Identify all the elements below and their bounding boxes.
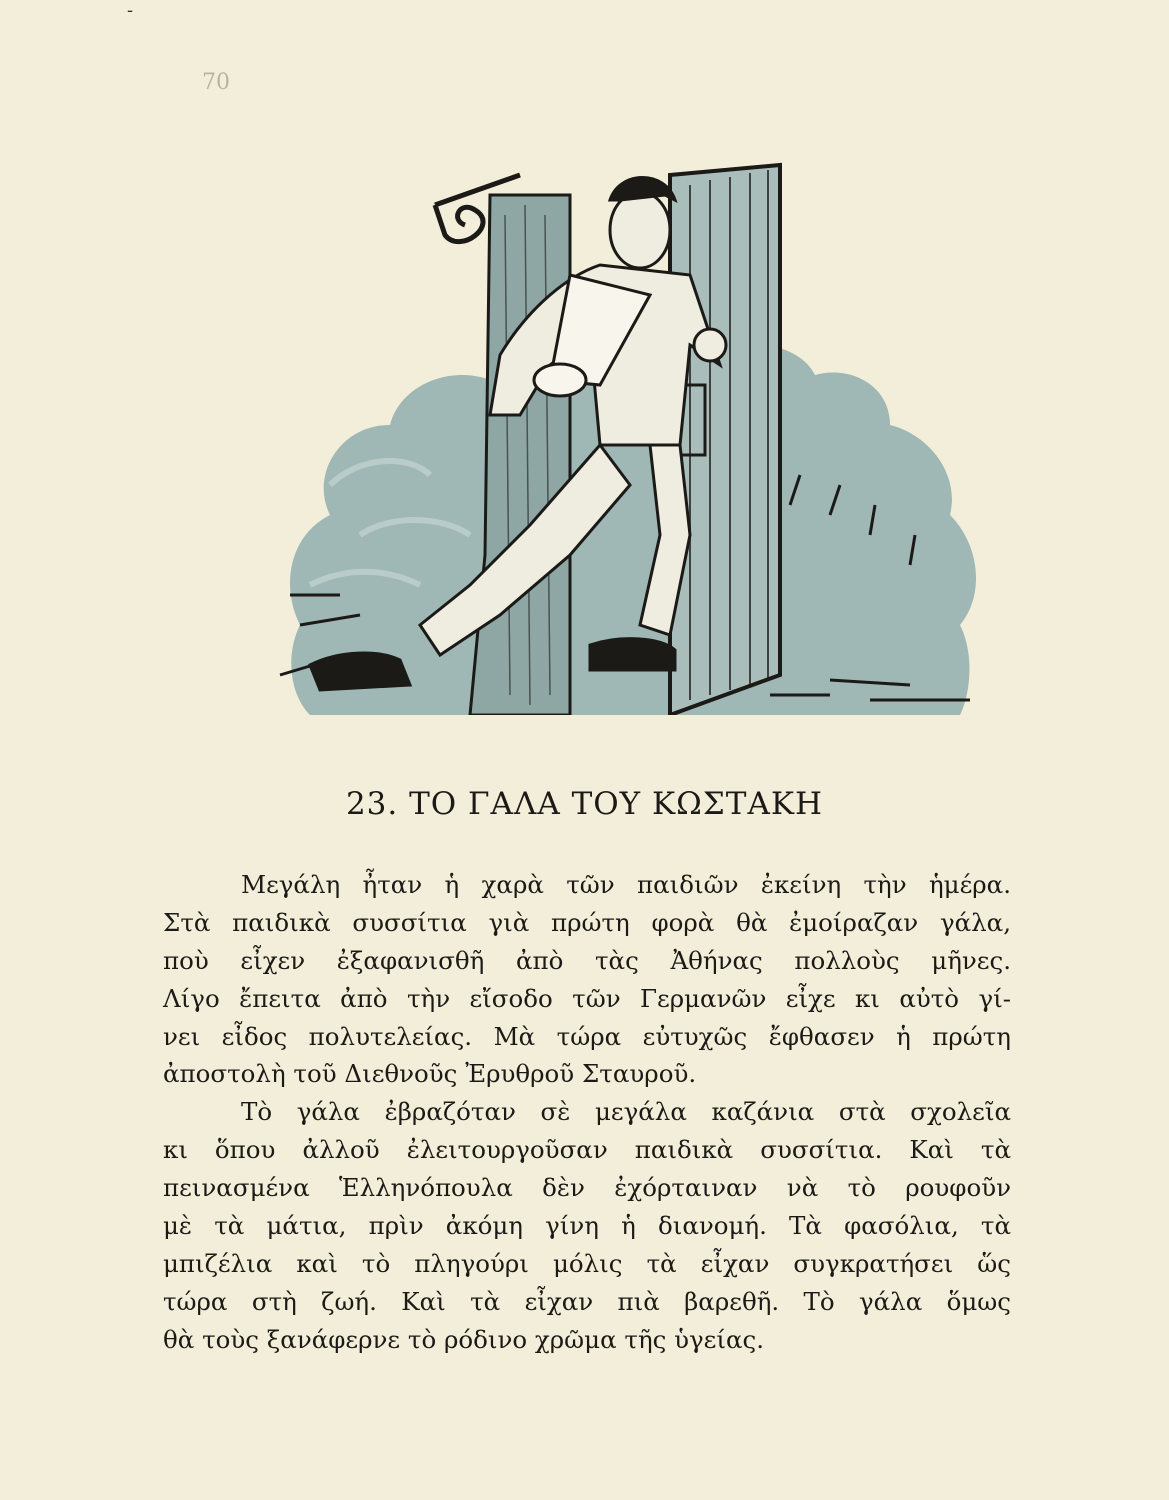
- text-line: Λίγο ἔπειτα ἀπὸ τὴν εἴσοδο τῶν Γερμανῶν εἶχε κι αὐτὸ γί-: [163, 983, 1011, 1013]
- door: [670, 165, 780, 715]
- text-line: Στὰ παιδικὰ συσσίτια γιὰ πρώτη φορὰ θὰ ἐμοίραζαν γάλα,: [163, 907, 1011, 937]
- chapter-title: 23. ΤΟ ΓΑΛΑ ΤΟΥ ΚΩΣΤΑΚΗ: [345, 786, 824, 822]
- text-line: Μεγάλη ἦταν ἡ χαρὰ τῶν παιδιῶν ἐκείνη τὴν ἡμέρα.: [241, 870, 1011, 899]
- page-number: 70: [202, 70, 230, 95]
- body-text: [163, 866, 1011, 1359]
- text-line: ἀποστολὴ τοῦ Διεθνοῦς Ἐρυθροῦ Σταυροῦ.: [163, 1059, 697, 1089]
- text-line: Τὸ γάλα ἐβραζόταν σὲ μεγάλα καζάνια στὰ σχολεῖα: [241, 1097, 1011, 1127]
- text-line: πεινασμένα Ἑλληνόπουλα δὲν ἐχόρταιναν νὰ τὸ ρουφοῦν: [163, 1173, 1011, 1203]
- wooden-post: [470, 195, 570, 715]
- text-line: κι ὅπου ἀλλοῦ ἐλειτουργοῦσαν παιδικὰ συσσίτια. Καὶ τὰ: [163, 1135, 1011, 1165]
- text-line: νει εἶδος πολυτελείας. Μὰ τώρα εὐτυχῶς ἔφθασεν ἡ πρώτη: [163, 1021, 1011, 1051]
- text-line: θὰ τοὺς ξανάφερνε τὸ ρόδινο χρῶμα τῆς ὑγείας.: [163, 1324, 765, 1354]
- boy-with-arm-sling-illustration: [270, 155, 990, 715]
- text-line: τώρα στὴ ζωή. Καὶ τὰ εἶχαν πιὰ βαρεθῆ. Τὸ γάλα ὅμως: [163, 1286, 1011, 1316]
- corner-mark: ‐: [127, 0, 134, 21]
- text-line: μὲ τὰ μάτια, πρὶν ἀκόμη γίνη ἡ διανομή. Τὰ φασόλια, τὰ: [163, 1211, 1011, 1241]
- text-line: ποὺ εἶχεν ἐξαφανισθῆ ἀπὸ τὰς Ἀθήνας πολλοὺς μῆνες.: [163, 945, 1011, 975]
- text-line: μπιζέλια καὶ τὸ πληγούρι μόλις τὰ εἶχαν συγκρατήσει ὥς: [163, 1248, 1011, 1278]
